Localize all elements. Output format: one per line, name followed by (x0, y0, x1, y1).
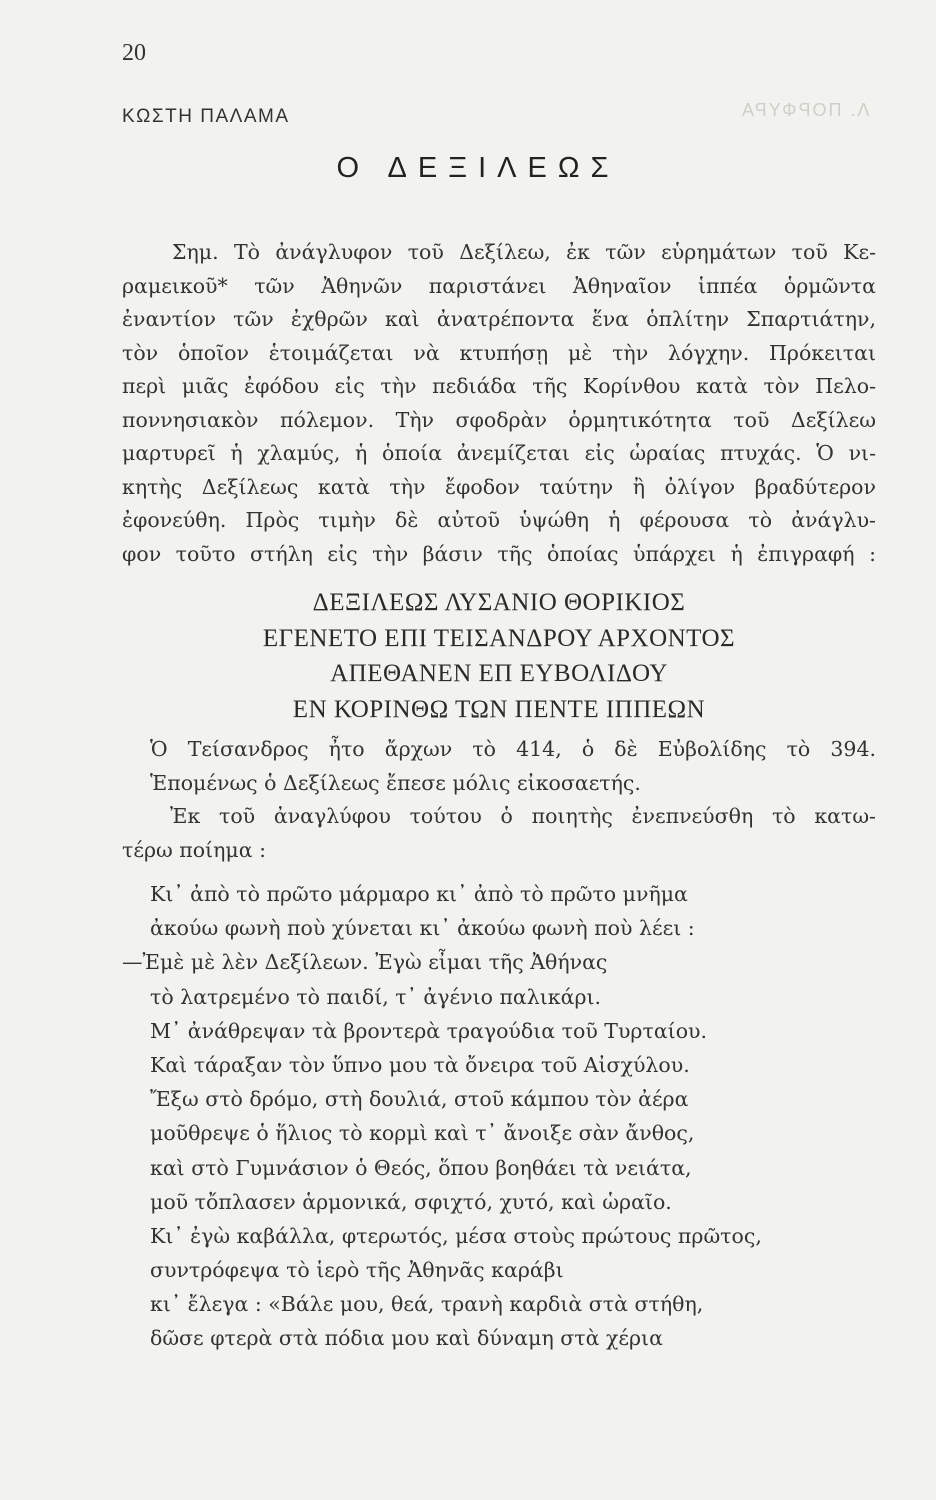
note-line: τὸν ὁποῖον ἑτοιμάζεται νὰ κτυπήσῃ μὲ τὴν λόγχην. Πρόκειται (122, 340, 876, 365)
stele-inscription (122, 585, 876, 727)
note-line: ἐναντίον τῶν ἐχθρῶν καὶ ἀνατρέποντα ἕνα ὁπλίτην Σπαρτιάτην, (122, 307, 876, 331)
inscription-line: ΕΝ ΚΟΡΙΝΘΩ ΤΩΝ ΠΕΝΤΕ ΙΠΠΕΩΝ (292, 695, 706, 723)
poem-line: Κι᾿ ἐγὼ καβάλλα, φτερωτός, μέσα στοὺς πρώτους πρῶτος, (150, 1223, 762, 1248)
poem-line: Μ᾿ ἀνάθρεψαν τὰ βροντερὰ τραγούδια τοῦ Τυρταίου. (150, 1018, 708, 1043)
author-header: ΚΩΣΤΗ ΠΑΛΑΜΑ (122, 106, 290, 127)
note-line: ραμεικοῦ* τῶν Ἀθηνῶν παριστάνει Ἀθηναῖον ἱππέα ὁρμῶντα (122, 273, 876, 298)
note-line: μαρτυρεῖ ἡ χλαμύς, ἡ ὁποία ἀνεμίζεται εἰς ὡραίας πτυχάς. Ὁ νι- (122, 441, 876, 465)
poem-line: τὸ λατρεμένο τὸ παιδί, τ᾿ ἀγένιο παλικάρι. (150, 984, 602, 1009)
note-line: φον τοῦτο στήλη εἰς τὴν βάσιν τῆς ὁποίας ὑπάρχει ἡ ἐπιγραφή : (122, 541, 876, 566)
after-line: Ἐκ τοῦ ἀναγλύφου τούτου ὁ ποιητὴς ἐνεπνεύσθη τὸ κατω- (170, 804, 876, 828)
note-line: ἐφονεύθη. Πρὸς τιμὴν δὲ αὐτοῦ ὑψώθη ἡ φέρουσα τὸ ἀνάγλυ- (122, 508, 876, 532)
inscription-line: ΑΠΕΘΑΝΕΝ ΕΠ ΕΥΒΟΛΙΔΟΥ (330, 660, 668, 687)
bleed-through-text: Λ. ΠΟΡΦΥΡΑ (740, 100, 870, 120)
after-line: Ἑπομένως ὁ Δεξίλεως ἔπεσε μόλις εἰκοσαετής. (150, 770, 641, 795)
poem-line: Καὶ τάραξαν τὸν ὕπνο μου τὰ ὄνειρα τοῦ Αἰσχύλου. (150, 1052, 690, 1077)
after-line: Ὁ Τείσανδρος ἦτο ἄρχων τὸ 414, ὁ δὲ Εὐβολίδης τὸ 394. (150, 737, 876, 761)
page-number: 20 (122, 40, 146, 66)
poem-line: κι᾿ ἔλεγα : «Βάλε μου, θεά, τρανὴ καρδιὰ στὰ στήθη, (150, 1292, 704, 1317)
after-line: τέρω ποίημα : (122, 837, 266, 862)
historical-note (122, 733, 876, 867)
note-line: ποννησιακὸν πόλεμον. Τὴν σφοδρὰν ὁρμητικότητα τοῦ Δεξίλεω (122, 407, 876, 432)
poem-line: μοῦ τὄπλασεν ἁρμονικά, σφιχτό, χυτό, καὶ ὡραῖο. (150, 1189, 672, 1214)
poem-line: Κι᾿ ἀπὸ τὸ πρῶτο μάρμαρο κι᾿ ἀπὸ τὸ πρῶτο μνῆμα (150, 882, 688, 906)
poem-line: Ἔξω στὸ δρόμο, στὴ δουλιά, στοῦ κάμπου τὸν ἀέρα (150, 1087, 689, 1112)
poem-body (0, 877, 936, 1356)
editorial-note (122, 236, 876, 571)
note-line: περὶ μιᾶς ἐφόδου εἰς τὴν πεδιάδα τῆς Κορίνθου κατὰ τὸν Πελο- (122, 374, 876, 398)
note-line: Σημ. Τὸ ἀνάγλυφον τοῦ Δεξίλεω, ἐκ τῶν εὑρημάτων τοῦ Κε- (172, 240, 876, 264)
poem-line: μοῦθρεψε ὁ ἥλιος τὸ κορμὶ καὶ τ᾿ ἄνοιξε σὰν ἄνθος, (150, 1121, 695, 1146)
note-line: κητὴς Δεξίλεως κατὰ τὴν ἔφοδον ταύτην ἢ ὀλίγον βραδύτερον (122, 474, 876, 499)
poem-line: —Ἐμὲ μὲ λὲν Δεξίλεων. Ἐγὼ εἶμαι τῆς Ἀθήνας (122, 950, 608, 975)
inscription-line: ΔΕΞΙΛΕΩΣ ΛΥΣΑΝΙΟ ΘΟΡΙΚΙΟΣ (312, 589, 686, 616)
poem-line: ἀκούω φωνὴ ποὺ χύνεται κι᾿ ἀκούω φωνὴ ποὺ λέει : (150, 916, 695, 941)
poem-line: συντρόφεψα τὸ ἱερὸ τῆς Ἀθηνᾶς καράβι (150, 1258, 564, 1283)
poem-title: Ο ΔΕΞΙΛΕΩΣ (336, 152, 620, 184)
poem-line: δῶσε φτερὰ στὰ πόδια μου καὶ δύναμη στὰ χέρια (150, 1326, 663, 1351)
poem-line: καὶ στὸ Γυμνάσιον ὁ Θεός, ὅπου βοηθάει τὰ νειάτα, (150, 1155, 692, 1180)
inscription-line: ΕΓΕΝΕΤΟ ΕΠΙ ΤΕΙΣΑΝΔΡΟΥ ΑΡΧΟΝΤΟΣ (262, 624, 736, 652)
